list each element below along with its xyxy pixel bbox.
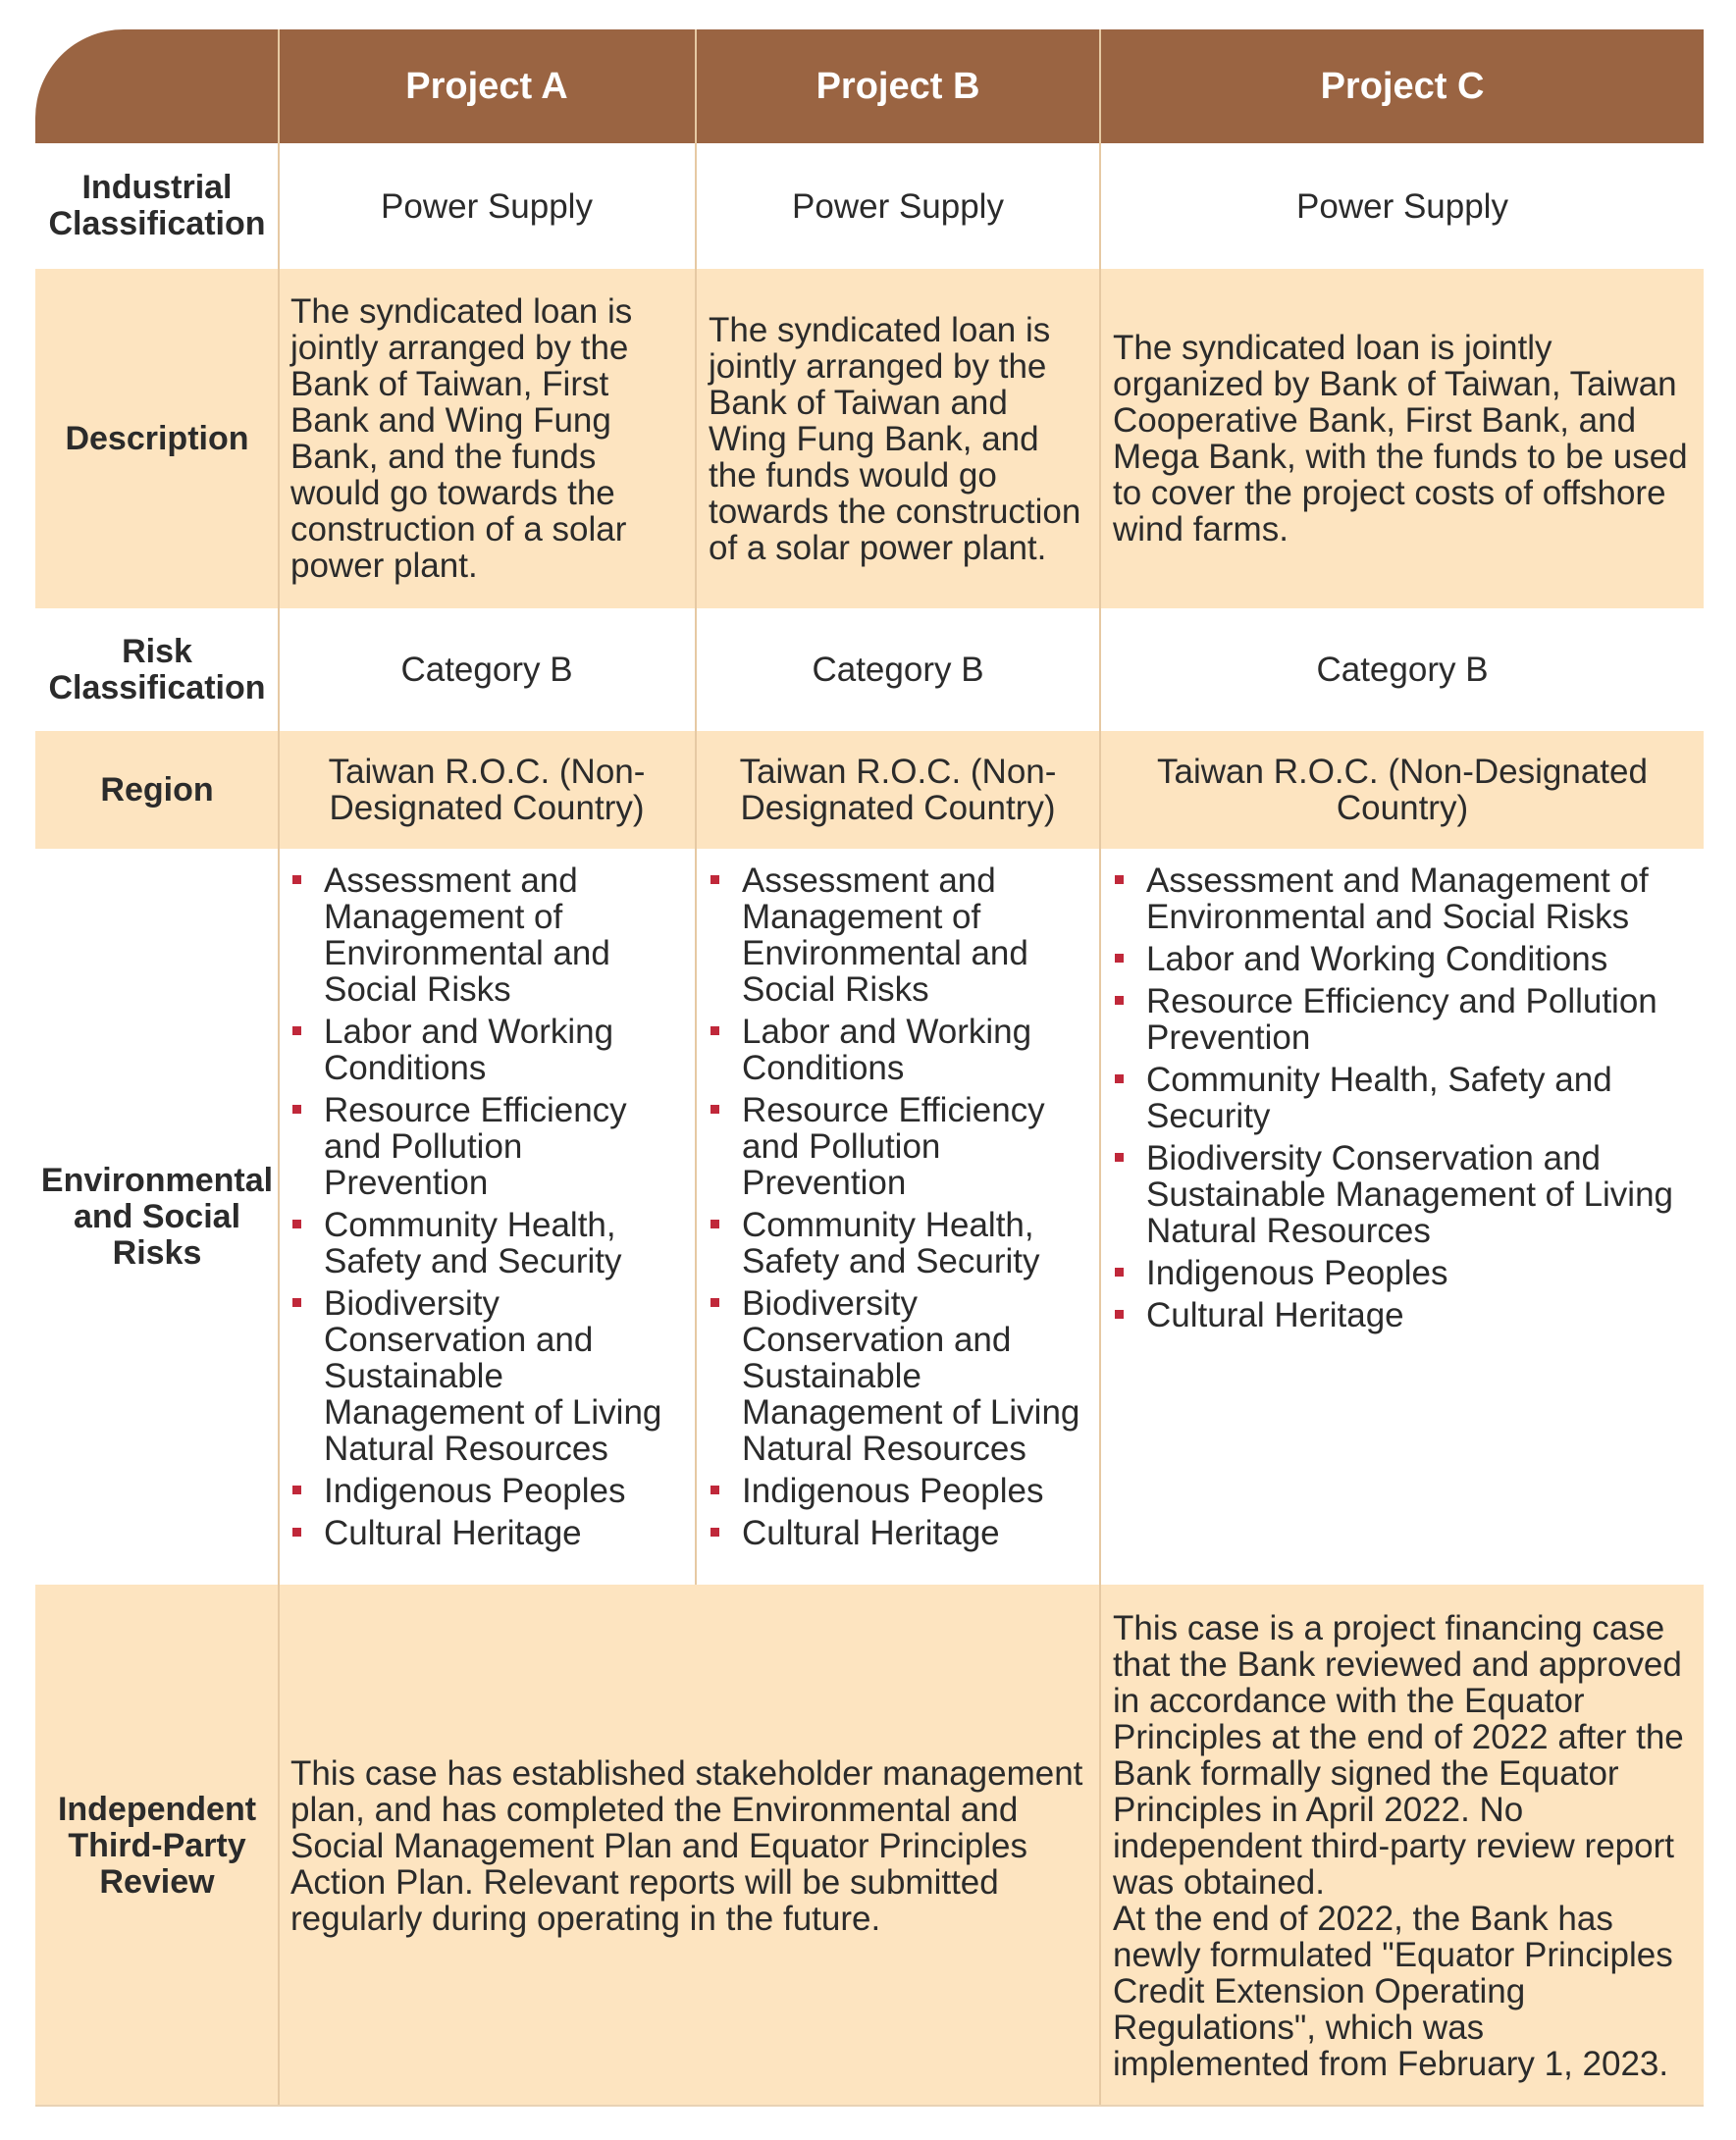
cell-industrial-a: Power Supply: [381, 186, 593, 226]
list-item-text: Community Health, Safety and Security: [324, 1206, 622, 1280]
list-item: [709, 1014, 1085, 1086]
cell-risks-b: [697, 849, 1099, 1585]
list-item-text: Assessment and Management of Environmental and Social Risks: [324, 861, 610, 1009]
list-item-text: Indigenous Peoples: [324, 1472, 626, 1510]
bullet-icon: [1115, 1310, 1124, 1319]
list-item: [1113, 941, 1690, 977]
list-item-text: Biodiversity Conservation and Sustainable Management of Living Natural Resources: [324, 1284, 662, 1468]
column-divider: [695, 29, 697, 1585]
list-item-text: Biodiversity Conservation and Sustainable Management of Living Natural Resources: [1146, 1139, 1674, 1250]
review-c-paragraph-1: This case is a project financing case that the Bank reviewed and approved in accordance with the Equator Principles at the end of 2022 after the Bank formally signed the Equator Principles in April 2022. No independent third-party review report was obtained.: [1113, 1608, 1684, 1902]
row-label-environmental-social-risks: Environmental and Social Risks: [40, 1161, 274, 1272]
bullet-icon: [292, 1528, 301, 1537]
list-item-text: Community Health, Safety and Security: [742, 1206, 1040, 1280]
list-item-text: Cultural Heritage: [1146, 1296, 1404, 1334]
list-item-text: Labor and Working Conditions: [324, 1013, 614, 1087]
list-item: [1113, 1140, 1690, 1249]
list-item: [709, 1285, 1085, 1467]
list-item: [709, 862, 1085, 1008]
list-item: [709, 1515, 1085, 1551]
cell-industrial-b: Power Supply: [792, 186, 1004, 226]
row-label-description: Description: [65, 419, 249, 457]
cell-risks-a: [279, 849, 695, 1585]
row-risk-classification: [35, 608, 1704, 731]
row-label-risk-classification: Risk Classification: [48, 632, 266, 706]
row-region: [35, 731, 1704, 849]
review-c-paragraph-2: At the end of 2022, the Bank has newly formulated "Equator Principles Credit Extension Operating Regulations", which was implemented from February 1, 2023.: [1113, 1899, 1673, 2083]
list-item: [709, 1092, 1085, 1201]
list-item: [1113, 1062, 1690, 1134]
risk-list-b: [709, 862, 1085, 1557]
list-item-text: Biodiversity Conservation and Sustainable Management of Living Natural Resources: [742, 1284, 1080, 1468]
cell-region-a: Taiwan R.O.C. (Non-Designated Country): [328, 753, 646, 827]
bullet-icon: [292, 1026, 301, 1035]
list-item: [290, 1515, 681, 1551]
row-label-independent-review: Independent Third-Party Review: [57, 1790, 257, 1901]
bullet-icon: [292, 1220, 301, 1228]
cell-risk-b: Category B: [812, 651, 984, 689]
cell-region-c: Taiwan R.O.C. (Non-Designated Country): [1157, 753, 1648, 827]
list-item: [290, 1207, 681, 1279]
list-item: [1113, 1255, 1690, 1291]
bullet-icon: [292, 1298, 301, 1307]
list-item-text: Assessment and Management of Environmental and Social Risks: [742, 861, 1028, 1009]
list-item: [290, 1473, 681, 1509]
cell-description-c: The syndicated loan is jointly organized by Bank of Taiwan, Taiwan Cooperative Bank, First Bank, and Mega Bank, with the funds to be used to cover the project costs of offshore wind farms.: [1113, 329, 1688, 548]
list-item-text: Resource Efficiency and Pollution Prevention: [742, 1091, 1045, 1202]
list-item: [290, 1014, 681, 1086]
column-header-project-b: Project B: [815, 65, 980, 107]
cell-risk-c: Category B: [1316, 651, 1489, 689]
cell-review-c: [1101, 1585, 1704, 2107]
list-item-text: Labor and Working Conditions: [742, 1013, 1032, 1087]
cell-risk-a: Category B: [400, 651, 573, 689]
table-bottom-border: [35, 2105, 1704, 2107]
list-item: [709, 1473, 1085, 1509]
bullet-icon: [710, 1486, 719, 1494]
list-item-text: Community Health, Safety and Security: [1146, 1061, 1612, 1135]
bullet-icon: [710, 1298, 719, 1307]
column-divider: [1099, 29, 1101, 2107]
bullet-icon: [1115, 996, 1124, 1005]
bullet-icon: [1115, 954, 1124, 963]
bullet-icon: [1115, 1268, 1124, 1277]
list-item: [1113, 1297, 1690, 1333]
list-item: [290, 1285, 681, 1467]
bullet-icon: [1115, 1074, 1124, 1083]
row-independent-review: [35, 1585, 1704, 2107]
cell-review-ab: This case has established stakeholder management plan, and has completed the Environmental and Social Management Plan and Equator Principles Action Plan. Relevant reports will be submitted regularly during operating in the future.: [290, 1753, 1083, 1938]
list-item-text: Labor and Working Conditions: [1146, 940, 1608, 978]
cell-risks-c: [1101, 849, 1704, 1585]
bullet-icon: [1115, 1153, 1124, 1162]
cell-description-a: The syndicated loan is jointly arranged by the Bank of Taiwan, First Bank and Wing Fung Bank, and the funds would go towards the construction of a solar power plant.: [290, 292, 633, 585]
bullet-icon: [292, 1105, 301, 1114]
list-item-text: Indigenous Peoples: [742, 1472, 1044, 1510]
bullet-icon: [710, 1528, 719, 1537]
cell-region-b: Taiwan R.O.C. (Non-Designated Country): [739, 753, 1057, 827]
column-header-project-c: Project C: [1320, 65, 1485, 107]
risk-list-a: [290, 862, 681, 1557]
list-item-text: Resource Efficiency and Pollution Prevention: [1146, 982, 1657, 1057]
bullet-icon: [710, 1220, 719, 1228]
bullet-icon: [710, 1026, 719, 1035]
list-item: [290, 862, 681, 1008]
cell-industrial-c: Power Supply: [1296, 186, 1508, 226]
list-item-text: Cultural Heritage: [742, 1514, 1000, 1552]
row-industrial-classification: [35, 143, 1704, 269]
list-item: [290, 1092, 681, 1201]
bullet-icon: [710, 1105, 719, 1114]
row-description: [35, 269, 1704, 608]
bullet-icon: [292, 875, 301, 884]
row-label-region: Region: [100, 770, 214, 809]
row-label-industrial-classification: Industrial Classification: [48, 169, 266, 242]
list-item-text: Assessment and Management of Environmental and Social Risks: [1146, 861, 1649, 936]
bullet-icon: [710, 875, 719, 884]
column-divider: [278, 29, 280, 2107]
table-header: [35, 29, 1704, 143]
row-environmental-social-risks: [35, 849, 1704, 1585]
list-item: [1113, 862, 1690, 935]
list-item-text: Indigenous Peoples: [1146, 1254, 1448, 1292]
list-item-text: Cultural Heritage: [324, 1514, 582, 1552]
cell-description-b: The syndicated loan is jointly arranged by the Bank of Taiwan and Wing Fung Bank, and the funds would go towards the construction of a solar power plant.: [709, 310, 1081, 567]
list-item: [1113, 983, 1690, 1056]
list-item-text: Resource Efficiency and Pollution Prevention: [324, 1091, 627, 1202]
bullet-icon: [292, 1486, 301, 1494]
column-header-project-a: Project A: [405, 65, 568, 107]
bullet-icon: [1115, 875, 1124, 884]
risk-list-c: [1113, 862, 1690, 1339]
list-item: [709, 1207, 1085, 1279]
